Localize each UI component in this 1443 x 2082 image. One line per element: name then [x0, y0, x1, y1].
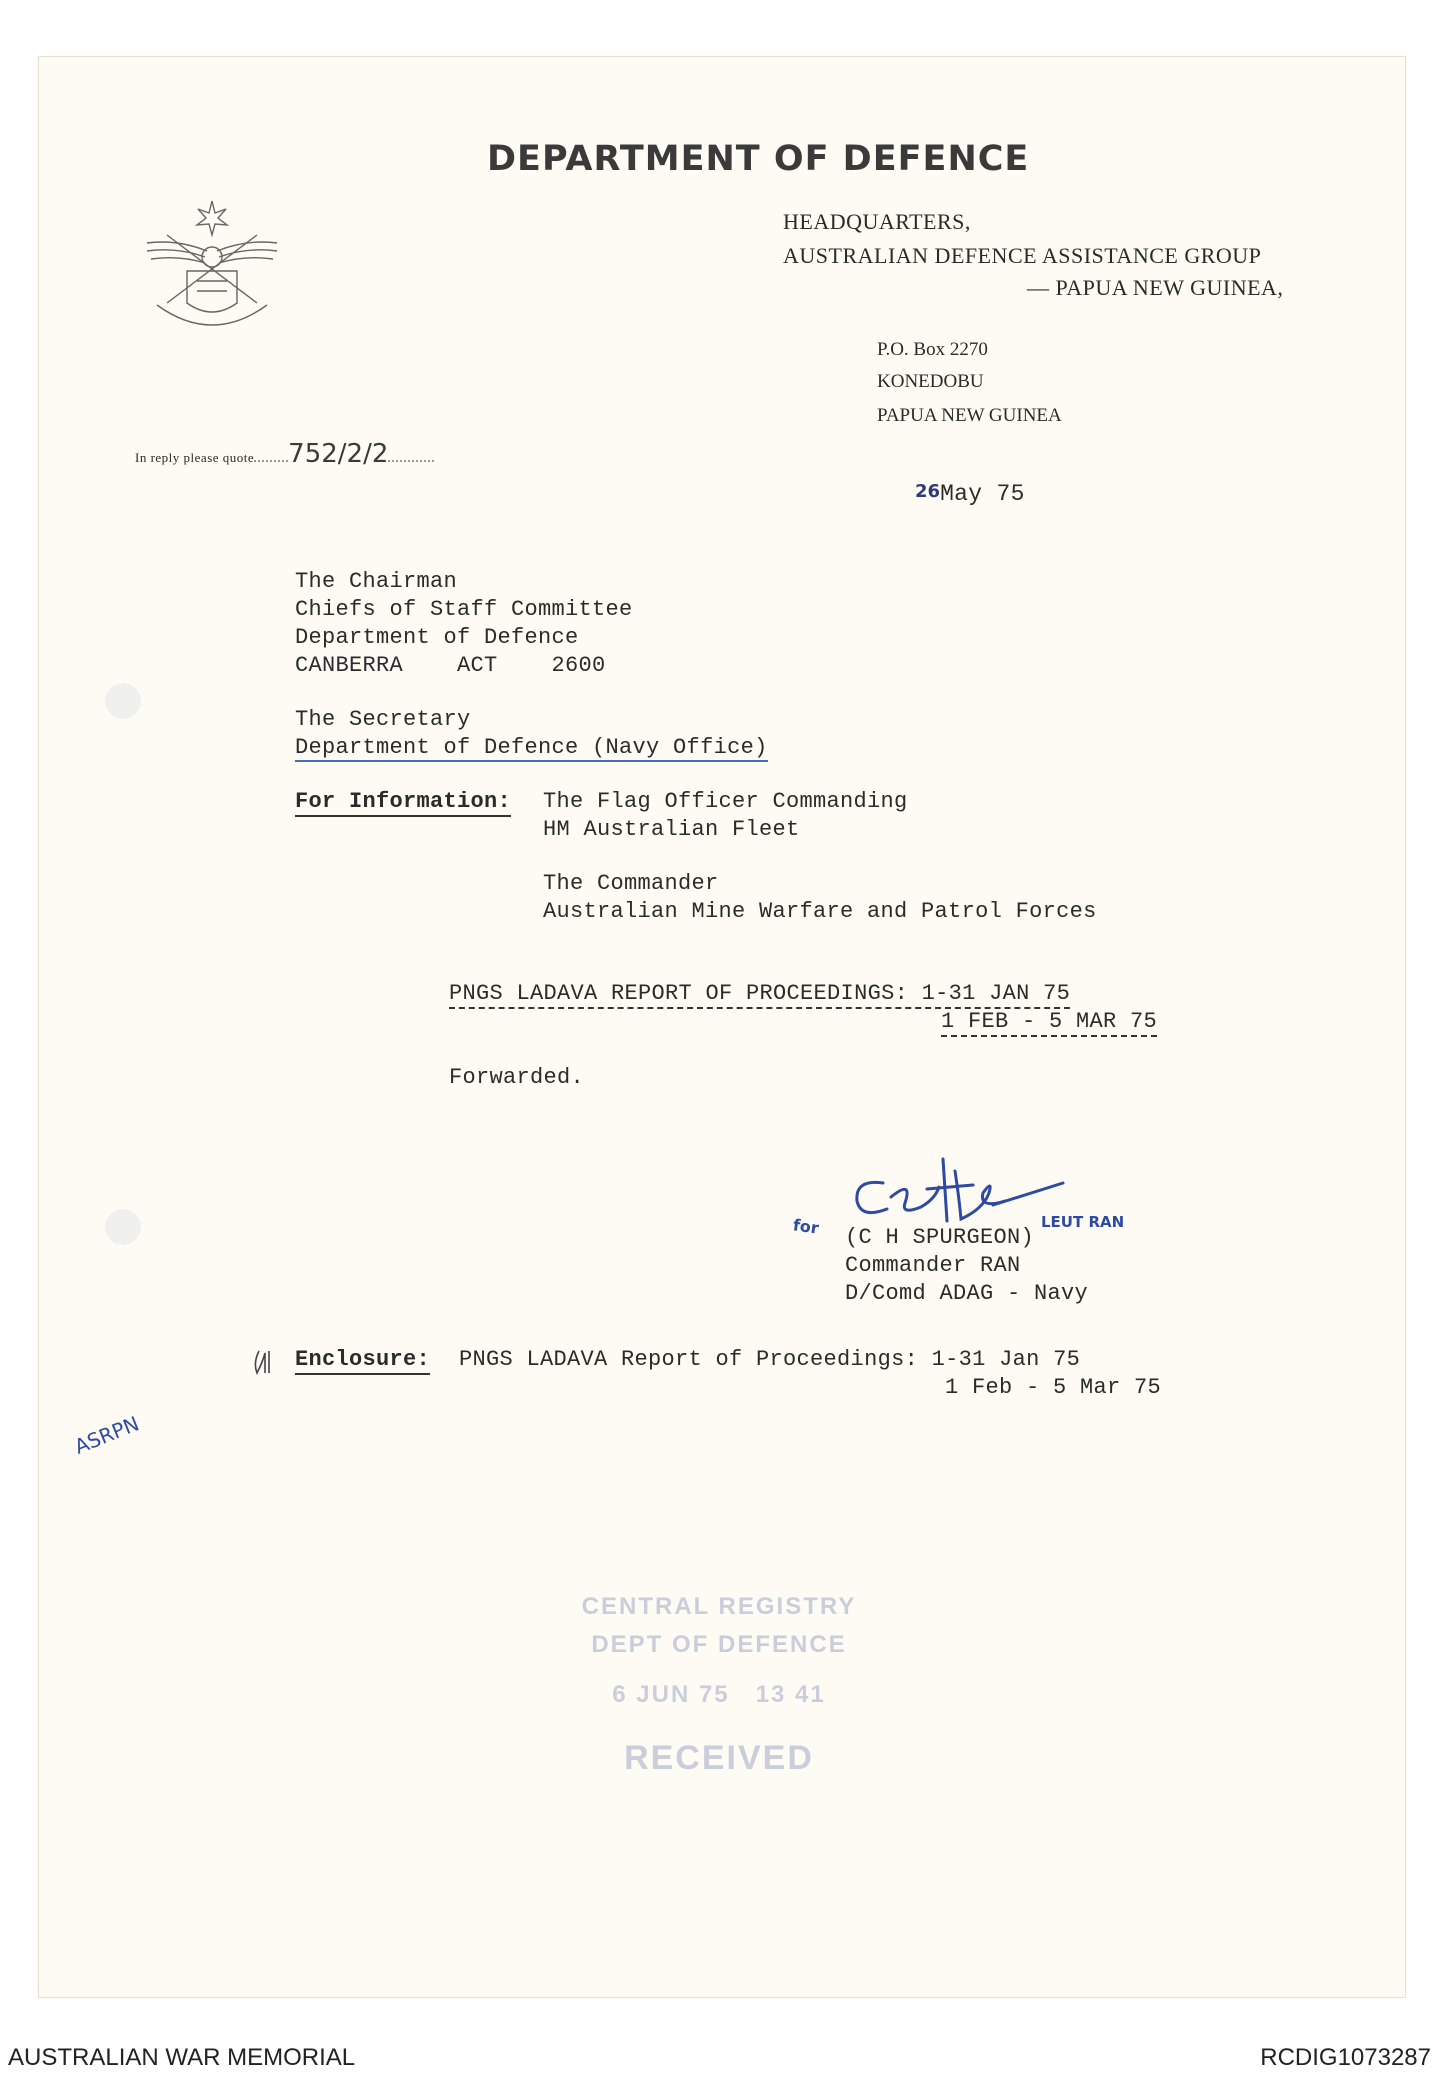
handwritten-tick-icon: [251, 1347, 275, 1377]
signatory-role: D/Comd ADAG - Navy: [845, 1281, 1089, 1306]
margin-note: ASRPN: [70, 1411, 143, 1459]
letter-date: [915, 481, 1025, 507]
enclosure-line-1: PNGS LADAVA Report of Proceedings: 1-31 Jan 75: [459, 1347, 1081, 1372]
addressee-2-line-2: Department of Defence (Navy Office): [295, 735, 768, 760]
signatory-rank: Commander RAN: [845, 1253, 1021, 1278]
po-country: PAPUA NEW GUINEA: [877, 405, 1062, 426]
info-recipient-2-line-2: Australian Mine Warfare and Patrol Forces: [543, 899, 1097, 924]
addressee-1-line-3: Department of Defence: [295, 625, 579, 650]
subject-line-2: 1 FEB - 5 MAR 75: [941, 1009, 1157, 1037]
date-month-year: May 75: [940, 481, 1025, 507]
reply-reference: 752/2/2: [288, 439, 389, 469]
department-title: DEPARTMENT OF DEFENCE: [487, 139, 1030, 179]
reply-label: In reply please quote: [135, 450, 255, 465]
registry-stamp: [559, 1593, 879, 1778]
addressee-1-line-1: The Chairman: [295, 569, 458, 594]
hq-line-3: — PAPUA NEW GUINEA,: [1027, 275, 1284, 300]
defence-crest-icon: [137, 195, 287, 335]
enclosure-line-2: 1 Feb - 5 Mar 75: [945, 1375, 1162, 1400]
addressee-1-line-2: Chiefs of Staff Committee: [295, 597, 633, 622]
subject-line-1: PNGS LADAVA REPORT OF PROCEEDINGS: 1-31 JAN 75: [449, 981, 1070, 1009]
punch-hole-bottom: [105, 1209, 141, 1245]
signature-rank-handwritten: LEUT RAN: [1041, 1213, 1125, 1231]
stamp-line-1: CENTRAL REGISTRY: [581, 1593, 857, 1620]
punch-hole-top: [105, 683, 141, 719]
for-information-label: For Information:: [295, 789, 511, 817]
document-page: [38, 56, 1406, 1998]
stamp-line-3: 6 JUN 75 13 41: [612, 1681, 826, 1708]
signature-for: for: [791, 1215, 821, 1238]
addressee-2-line-1: The Secretary: [295, 707, 471, 732]
info-recipient-2-line-1: The Commander: [543, 871, 719, 896]
enclosure-label: Enclosure:: [295, 1347, 430, 1375]
stamp-line-2: DEPT OF DEFENCE: [591, 1631, 847, 1658]
reply-quote: [135, 439, 434, 469]
footer-right: RCDIG1073287: [1260, 2044, 1431, 2071]
signatory-name: (C H SPURGEON): [845, 1225, 1035, 1250]
info-recipient-1-line-2: HM Australian Fleet: [543, 817, 800, 842]
po-town: KONEDOBU: [877, 371, 984, 392]
info-recipient-1-line-1: The Flag Officer Commanding: [543, 789, 908, 814]
hq-line-1: HEADQUARTERS,: [783, 209, 971, 234]
body-text: Forwarded.: [449, 1065, 585, 1090]
footer-left: AUSTRALIAN WAR MEMORIAL: [8, 2044, 356, 2071]
stamp-line-4: RECEIVED: [624, 1739, 814, 1777]
addressee-1-line-4: CANBERRA ACT 2600: [295, 653, 606, 678]
date-day-handwritten: 26: [915, 481, 941, 502]
po-box: P.O. Box 2270: [877, 339, 988, 360]
hq-line-2: AUSTRALIAN DEFENCE ASSISTANCE GROUP: [783, 243, 1262, 268]
